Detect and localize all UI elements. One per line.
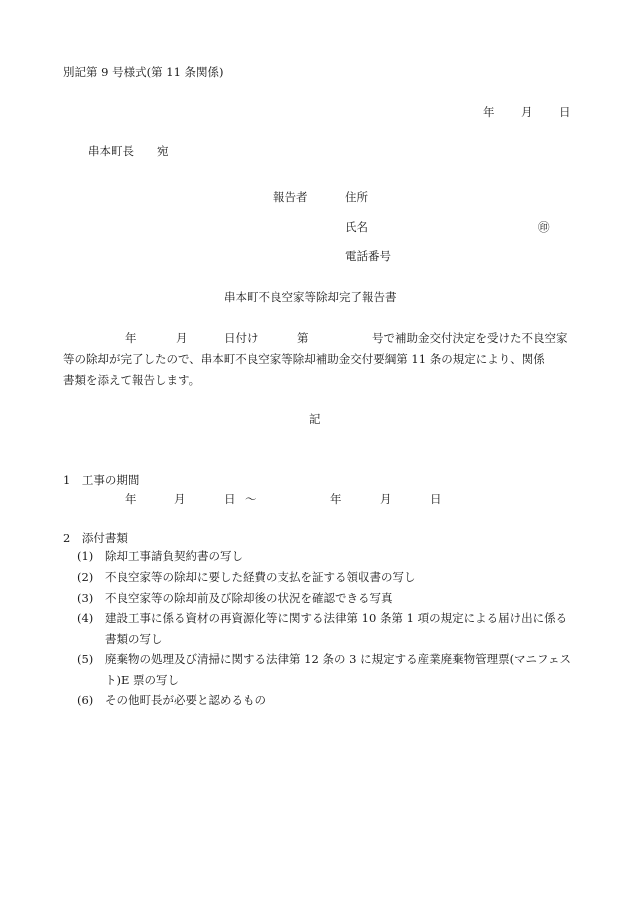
period-start-month: 月: [174, 492, 186, 506]
attachment-text-1: 除却工事請負契約書の写し: [105, 549, 243, 563]
attachment-text-4: 建設工事に係る資材の再資源化等に関する法律第 10 条第 1 項の規定による届け出に係る書類の写し: [105, 611, 568, 646]
body-line3: 書類を添えて報告します。: [63, 373, 201, 387]
period-end-month: 月: [380, 492, 392, 506]
period-start-year: 年: [125, 492, 137, 506]
attachment-num-3: (3): [77, 591, 94, 605]
date-day-label: 日: [559, 105, 571, 119]
body-month: 月: [176, 331, 188, 345]
section1-heading: 1 工事の期間: [63, 473, 140, 487]
seal-mark: ㊞: [538, 220, 550, 234]
section2-heading: 2 添付書類: [63, 531, 128, 545]
period-end-year: 年: [330, 492, 342, 506]
date-year-label: 年: [483, 105, 495, 119]
body-dai: 第: [297, 331, 309, 345]
date-month-label: 月: [521, 105, 533, 119]
body-day-dated: 日付け: [224, 331, 259, 345]
attachment-text-2: 不良空家等の除却に要した経費の支払を証する領収書の写し: [105, 570, 416, 584]
attachment-num-6: (6): [77, 693, 94, 707]
reporter-label: 報告者: [273, 190, 308, 204]
body-line2: 等の除却が完了したので、串本町不良空家等除却補助金交付要綱第 11 条の規定により、関係: [63, 352, 545, 366]
attachment-text-6: その他町長が必要と認めるもの: [105, 693, 266, 707]
attachment-num-1: (1): [77, 549, 94, 563]
address-label: 住所: [345, 190, 368, 204]
period-tilde: ～: [245, 492, 257, 506]
document-title: 串本町不良空家等除却完了報告書: [224, 290, 397, 304]
attachment-num-2: (2): [77, 570, 94, 584]
attachment-num-5: (5): [77, 652, 94, 666]
phone-label: 電話番号: [345, 249, 391, 263]
ki-heading: 記: [309, 412, 321, 426]
attachment-text-5: 廃棄物の処理及び清掃に関する法律第 12 条の 3 に規定する産業廃棄物管理票(マニフェスト)E 票の写し: [105, 652, 571, 687]
form-number: 別記第 9 号様式(第 11 条関係): [63, 65, 224, 79]
period-end-day: 日: [430, 492, 442, 506]
name-label: 氏名: [345, 220, 368, 234]
period-start-day: 日: [224, 492, 236, 506]
addressee: 串本町長 宛: [88, 144, 169, 158]
body-line1-rest: 号で補助金交付決定を受けた不良空家: [372, 331, 568, 345]
attachment-num-4: (4): [77, 611, 94, 625]
attachment-text-3: 不良空家等の除却前及び除却後の状況を確認できる写真: [105, 591, 393, 605]
body-year: 年: [125, 331, 137, 345]
